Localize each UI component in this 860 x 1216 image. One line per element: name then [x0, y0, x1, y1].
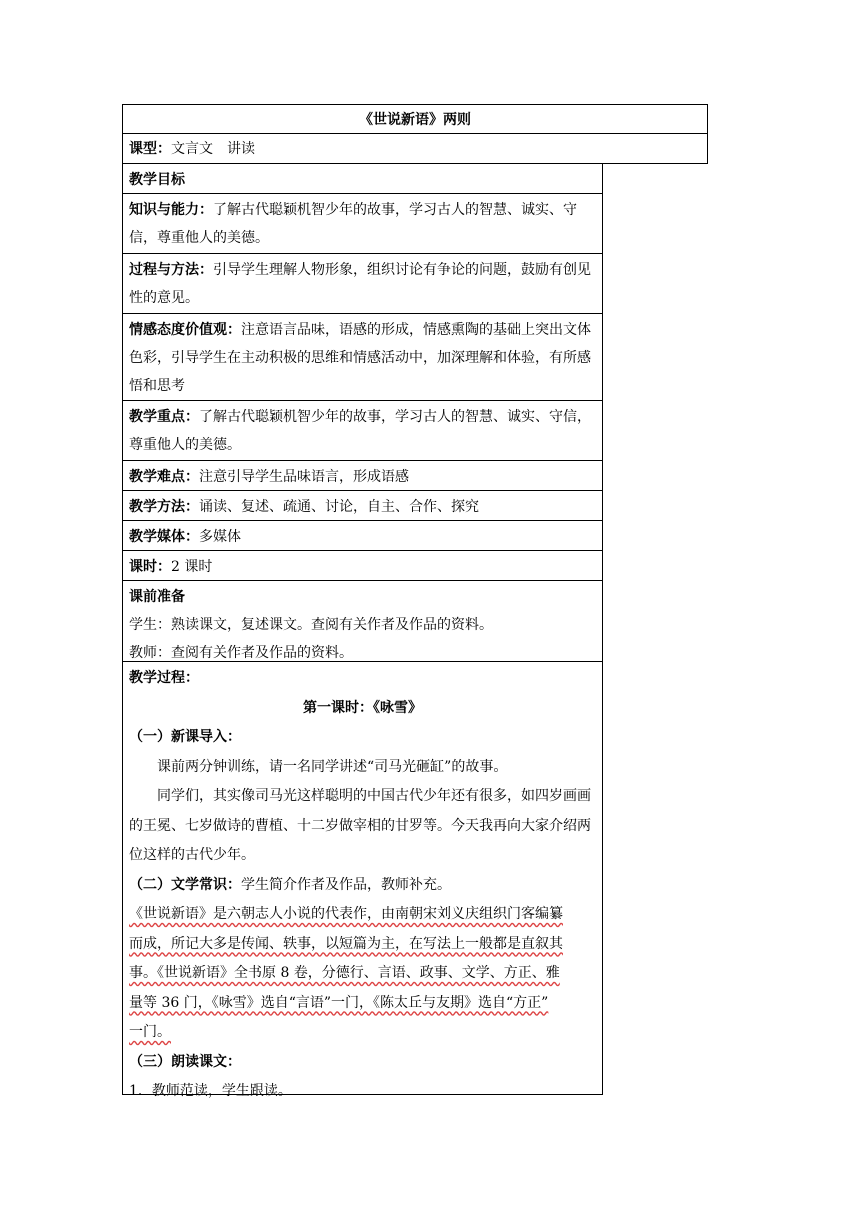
- literature-line-5: 一门。: [129, 1024, 171, 1040]
- prep-teacher: 教师：查阅有关作者及作品的资料。: [129, 645, 353, 661]
- hours-label: 课时：: [129, 559, 171, 575]
- difficulty-text: 注意引导学生品味语言，形成语感: [199, 469, 409, 485]
- media-label: 教学媒体：: [129, 529, 199, 545]
- teaching-process: [122, 661, 603, 1099]
- process-label: 过程与方法：: [129, 262, 213, 278]
- literature-line-1: 《世说新语》是六朝志人小说的代表作，由南朝宋刘义庆组织门客编纂: [129, 906, 563, 922]
- prep-heading: 课前准备: [129, 589, 185, 605]
- media: [122, 520, 603, 551]
- key-point: [122, 400, 603, 461]
- process-text: 引导学生理解人物形象，组织讨论有争论的问题，鼓励有创见性的意见。: [129, 262, 591, 306]
- section-1-paragraph-1: 课前两分钟训练，请一名同学讲述“司马光砸缸”的故事。: [157, 758, 508, 775]
- method-label: 教学方法：: [129, 499, 199, 515]
- emotion-text: 注意语言品味，语感的形成，情感熏陶的基础上突出文体色彩，引导学生在主动积极的思维和情感活动中，加深理解和体验，有所感悟和思考: [129, 322, 591, 394]
- literature-line-4: 量等 36 门，《咏雪》选自“言语”一门，《陈太丘与友期》选自“方正”: [129, 994, 549, 1011]
- process-heading: 教学过程：: [129, 670, 199, 686]
- goals-heading: 教学目标: [122, 163, 603, 194]
- literature-line-3: 事。《世说新语》全书原 8 卷，分德行、言语、政事、文学、方正、雅: [129, 965, 560, 981]
- section-2-text: 学生简介作者及作品，教师补充。: [241, 876, 451, 893]
- hours: [122, 550, 603, 581]
- section-2-heading: （二）文学常识：: [129, 876, 241, 893]
- preparation: [122, 580, 603, 662]
- knowledge-text: 了解古代聪颖机智少年的故事，学习古人的智慧、诚实、守信，尊重他人的美德。: [129, 202, 577, 246]
- knowledge-label: 知识与能力：: [129, 202, 213, 218]
- key-point-label: 教学重点：: [129, 409, 199, 425]
- section-1-heading: （一）新课导入：: [129, 729, 241, 745]
- media-text: 多媒体: [199, 529, 241, 545]
- section-1-paragraph-2: 同学们，其实像司马光这样聪明的中国古代少年还有很多，如四岁画画的王冕、七岁做诗的曹植、十二岁做宰相的甘罗等。今天我再向大家介绍两位这样的古代少年。: [129, 788, 591, 863]
- emotion-goal: [122, 313, 603, 401]
- title-cell: [122, 104, 708, 134]
- literature-line-2: 而成，所记大多是传闻、轶事，以短篇为主，在写法上一般都是直叙其: [129, 935, 563, 952]
- method: [122, 490, 603, 521]
- course-type-value: 文言文 讲读: [171, 141, 255, 157]
- method-text: 诵读、复述、疏通、讨论，自主、合作、探究: [199, 499, 479, 515]
- key-point-text: 了解古代聪颖机智少年的故事，学习古人的智慧、诚实、守信，尊重他人的美德。: [129, 409, 591, 453]
- difficulty-label: 教学难点：: [129, 469, 199, 485]
- document-title: 《世说新语》两则: [359, 112, 471, 128]
- section-3-item-1: 1．教师范读，学生跟读。: [129, 1083, 292, 1099]
- course-type-cell: [122, 133, 708, 164]
- emotion-label: 情感态度价值观：: [129, 322, 241, 338]
- lesson-title: 第一课时：《咏雪》: [303, 699, 422, 716]
- prep-student: 学生：熟读课文，复述课文。查阅有关作者及作品的资料。: [129, 617, 493, 633]
- course-type-label: 课型：: [129, 141, 171, 157]
- process-goal: [122, 253, 603, 314]
- difficulty: [122, 460, 603, 491]
- hours-text: 2 课时: [171, 559, 213, 575]
- section-3-heading: （三）朗读课文：: [129, 1053, 241, 1070]
- knowledge-goal: [122, 193, 603, 254]
